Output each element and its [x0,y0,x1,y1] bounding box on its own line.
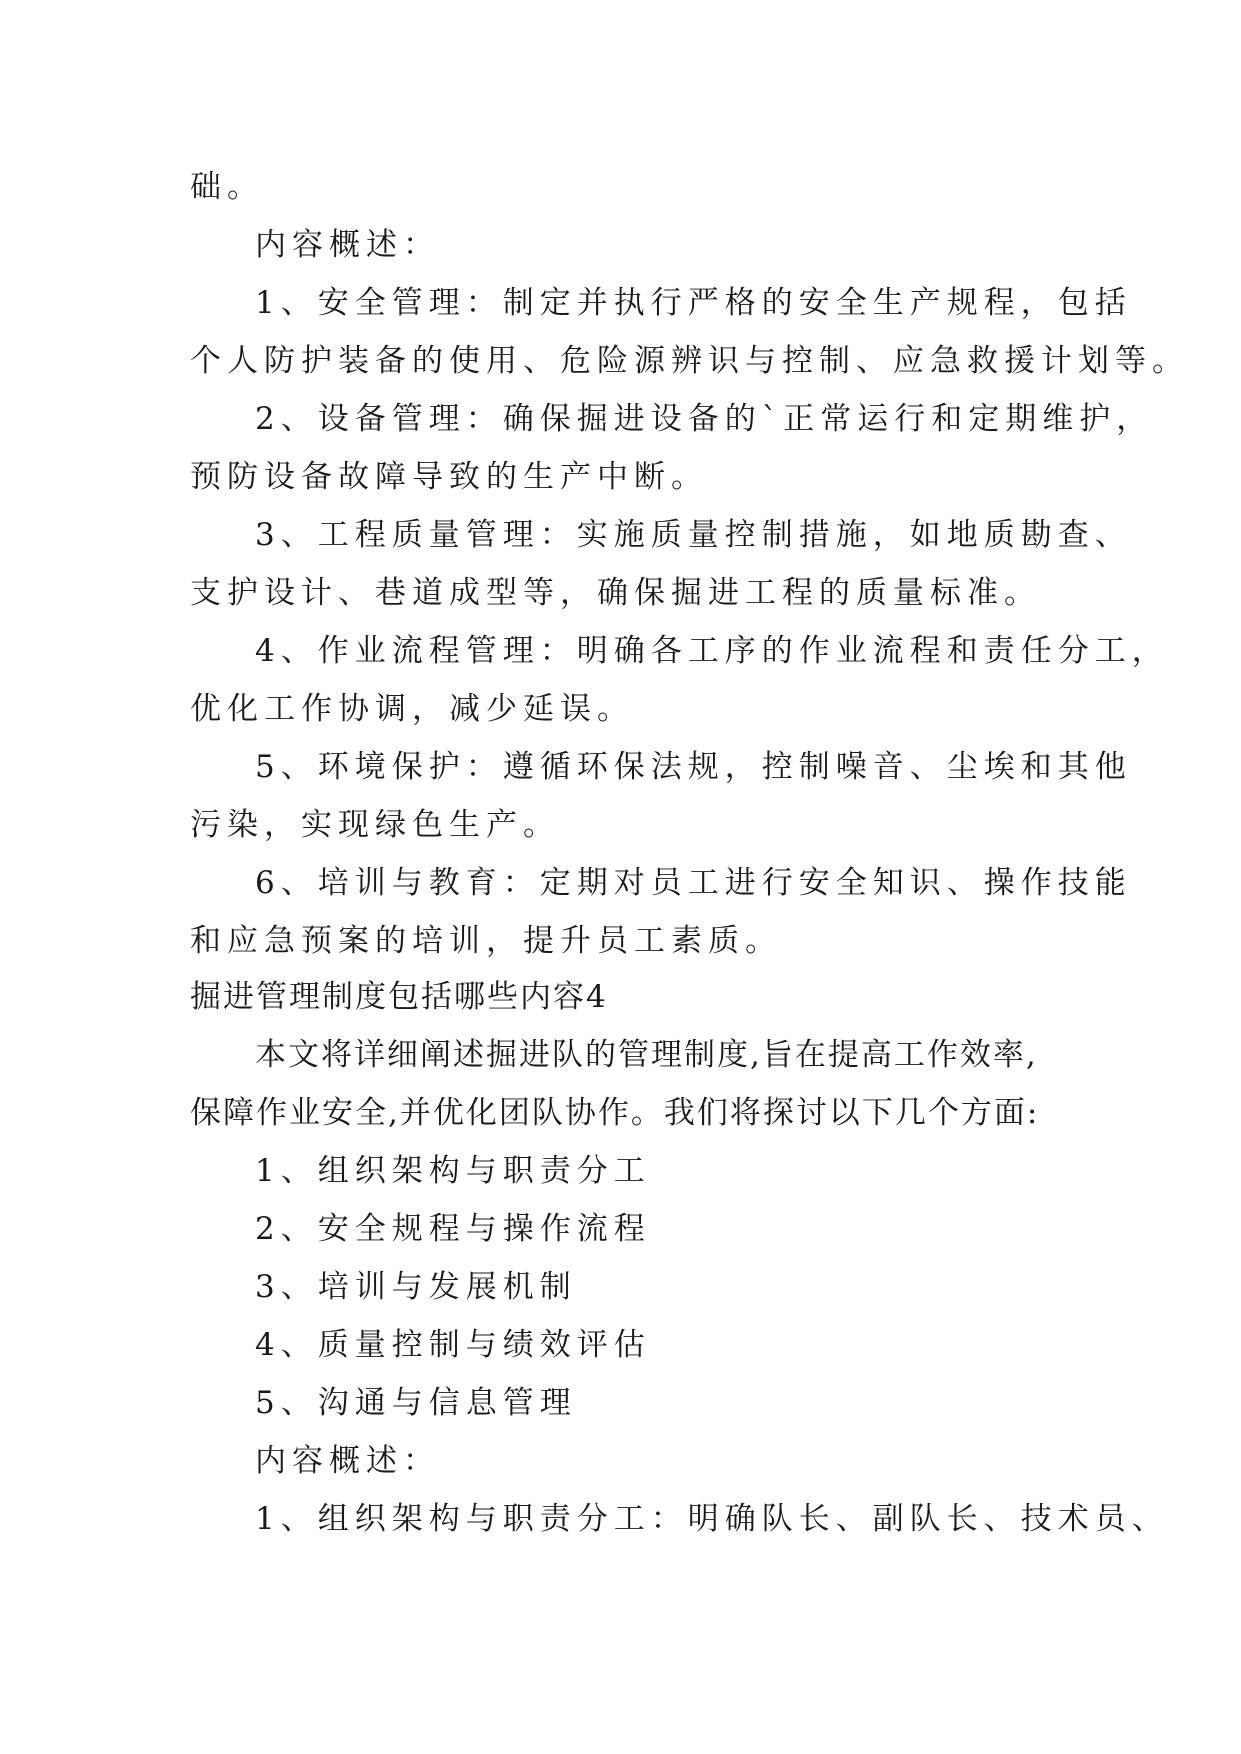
text-line: 6、培训与教育：定期对员工进行安全知识、操作技能 [255,865,1132,901]
text-line: 优化工作协调，减少延误。 [190,691,634,727]
section-heading: 掘进管理制度包括哪些内容4 [190,979,608,1015]
text-line: 3、工程质量管理：实施质量控制措施，如地质勘查、 [255,517,1132,553]
section-label: 内容概述： [255,227,440,263]
text-line: 保障作业安全,并优化团队协作。我们将探讨以下几个方面: [190,1095,1040,1131]
text-line: 5、环境保护：遵循环保法规，控制噪音、尘埃和其他 [255,749,1132,785]
list-item: 5、沟通与信息管理 [255,1385,577,1421]
text-line: 污染，实现绿色生产。 [190,807,560,843]
text-line: 础。 [190,169,264,205]
list-item: 1、组织架构与职责分工 [255,1153,651,1189]
list-item: 4、质量控制与绩效评估 [255,1327,651,1363]
section-label: 内容概述： [255,1443,440,1479]
list-item: 2、安全规程与操作流程 [255,1211,651,1247]
text-line: 1、安全管理：制定并执行严格的安全生产规程，包括 [255,285,1132,321]
text-line: 预防设备故障导致的生产中断。 [190,459,708,495]
text-line: 和应急预案的培训，提升员工素质。 [190,923,782,959]
text-line: 个人防护装备的使用、危险源辨识与控制、应急救援计划等。 [190,343,1189,379]
list-item: 3、培训与发展机制 [255,1269,577,1305]
text-line: 1、组织架构与职责分工：明确队长、副队长、技术员、 [255,1501,1169,1537]
text-line: 2、设备管理：确保掘进设备的`正常运行和定期维护， [255,401,1154,437]
text-line: 支护设计、巷道成型等，确保掘进工程的质量标准。 [190,575,1041,611]
text-line: 本文将详细阐述掘进队的管理制度,旨在提高工作效率, [255,1037,1038,1073]
text-line: 4、作业流程管理：明确各工序的作业流程和责任分工， [255,633,1169,669]
